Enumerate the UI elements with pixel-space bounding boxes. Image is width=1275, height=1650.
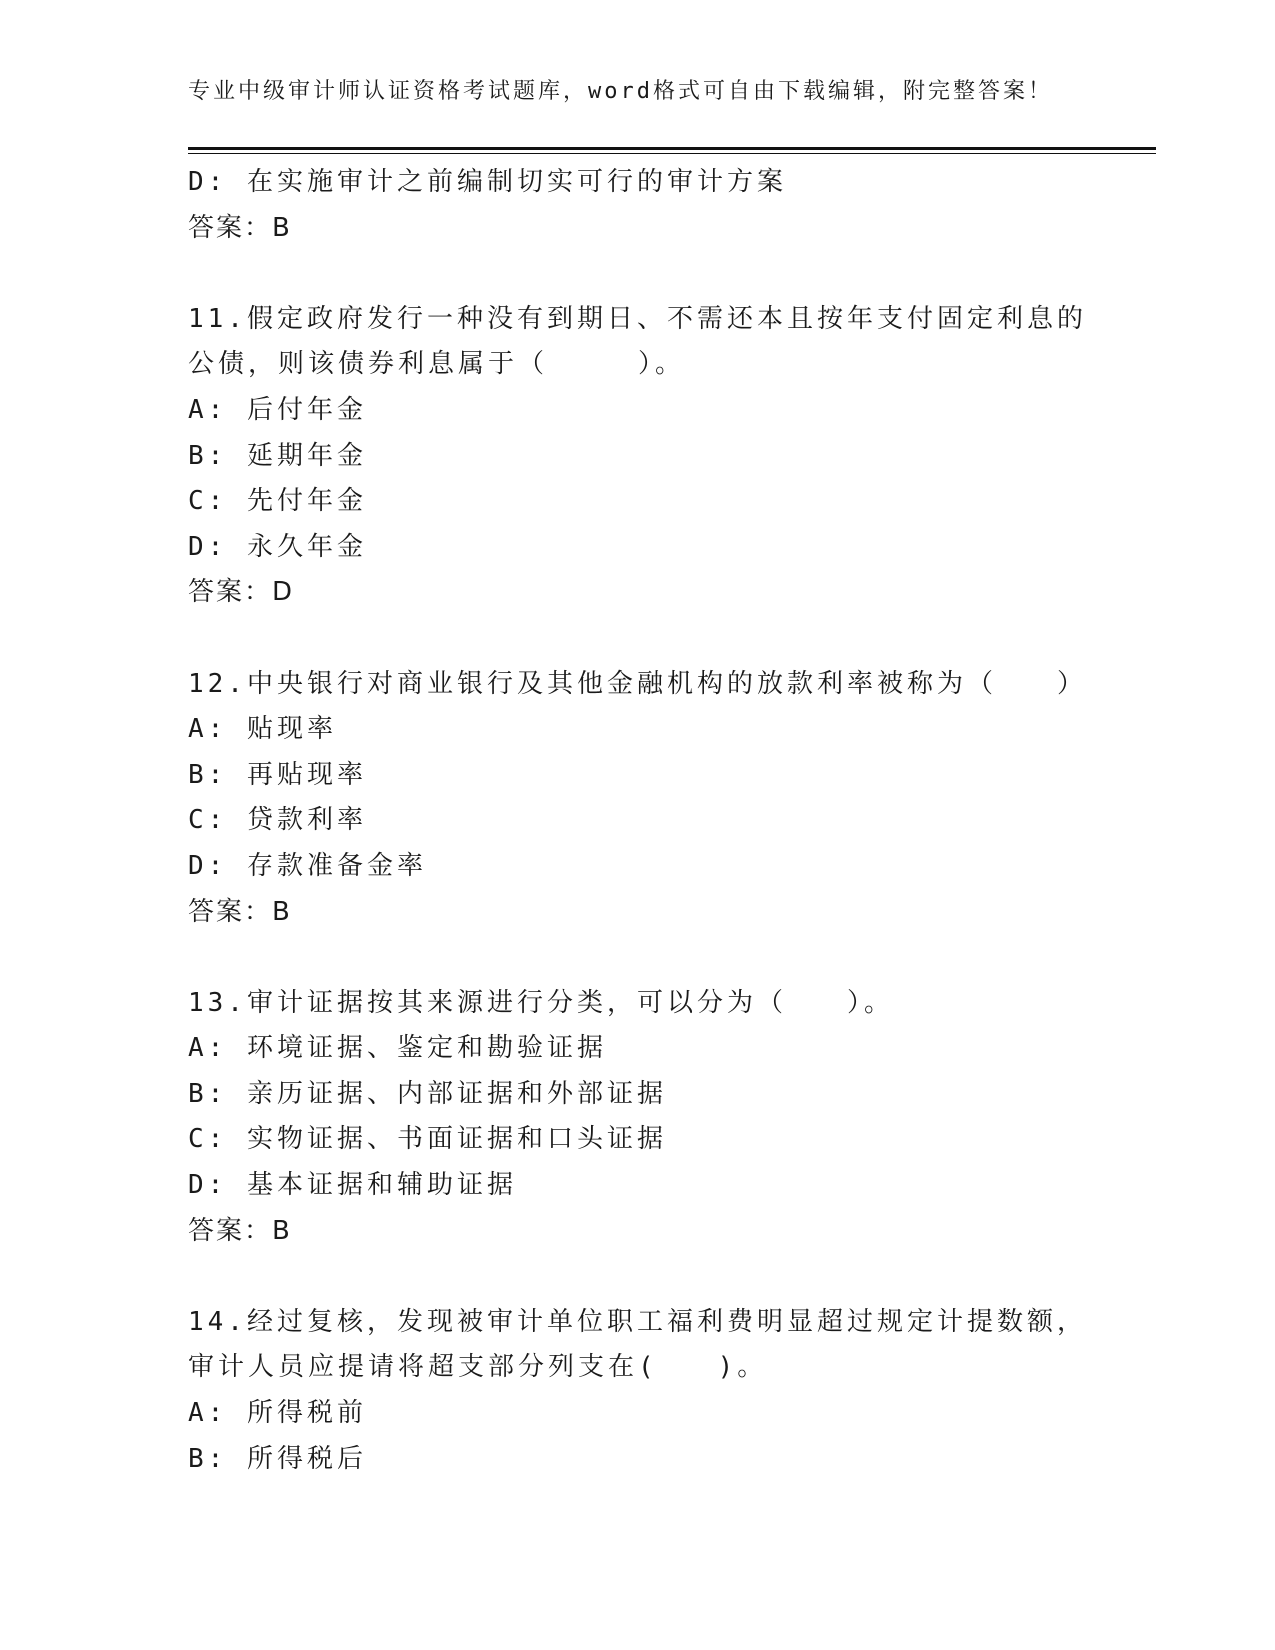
option-b: B: 所得税后 <box>188 1443 367 1474</box>
spacer <box>188 935 1088 981</box>
answer: 答案：B <box>188 1215 292 1246</box>
question-stem: 12.中央银行对商业银行及其他金融机构的放款利率被称为（ ） <box>188 668 1087 699</box>
option-c: C: 实物证据、书面证据和口头证据 <box>188 1124 667 1155</box>
question-11 <box>188 297 1088 616</box>
question-stem: 14.经过复核，发现被审计单位职工福利费明显超过规定计提数额，审计人员应提请将超支部分列支在( )。 <box>188 1306 1087 1383</box>
option-d: D: 存款准备金率 <box>188 850 427 881</box>
spacer <box>188 1254 1088 1300</box>
option-a: A: 所得税前 <box>188 1398 367 1429</box>
question-14 <box>188 1300 1088 1482</box>
prev-option-d: D: 在实施审计之前编制切实可行的审计方案 <box>188 167 787 197</box>
option-a: A: 环境证据、鉴定和勘验证据 <box>188 1033 607 1064</box>
option-c: C: 先付年金 <box>188 486 367 517</box>
option-d: D: 基本证据和辅助证据 <box>188 1170 517 1201</box>
prev-answer: 答案：B <box>188 212 292 243</box>
question-13 <box>188 981 1088 1255</box>
header-rule-thin <box>188 153 1156 154</box>
page-header: 专业中级审计师认证资格考试题库，word格式可自由下载编辑，附完整答案！ <box>188 79 1053 104</box>
answer: 答案：D <box>188 577 295 608</box>
spacer <box>188 616 1088 662</box>
option-d: D: 永久年金 <box>188 531 367 562</box>
answer: 答案：B <box>188 896 292 927</box>
question-stem: 13.审计证据按其来源进行分类，可以分为（ ）。 <box>188 987 894 1018</box>
question-stem: 11.假定政府发行一种没有到期日、不需还本且按年支付固定利息的公债，则该债券利息属于（ ）。 <box>188 303 1087 380</box>
option-a: A: 贴现率 <box>188 714 337 745</box>
document-body <box>188 160 1088 1482</box>
spacer <box>188 251 1088 297</box>
option-b: B: 再贴现率 <box>188 759 367 790</box>
option-c: C: 贷款利率 <box>188 805 367 836</box>
option-a: A: 后付年金 <box>188 394 367 425</box>
option-b: B: 亲历证据、内部证据和外部证据 <box>188 1078 667 1109</box>
question-12 <box>188 662 1088 936</box>
header-rule-thick <box>188 147 1156 150</box>
option-b: B: 延期年金 <box>188 440 367 471</box>
